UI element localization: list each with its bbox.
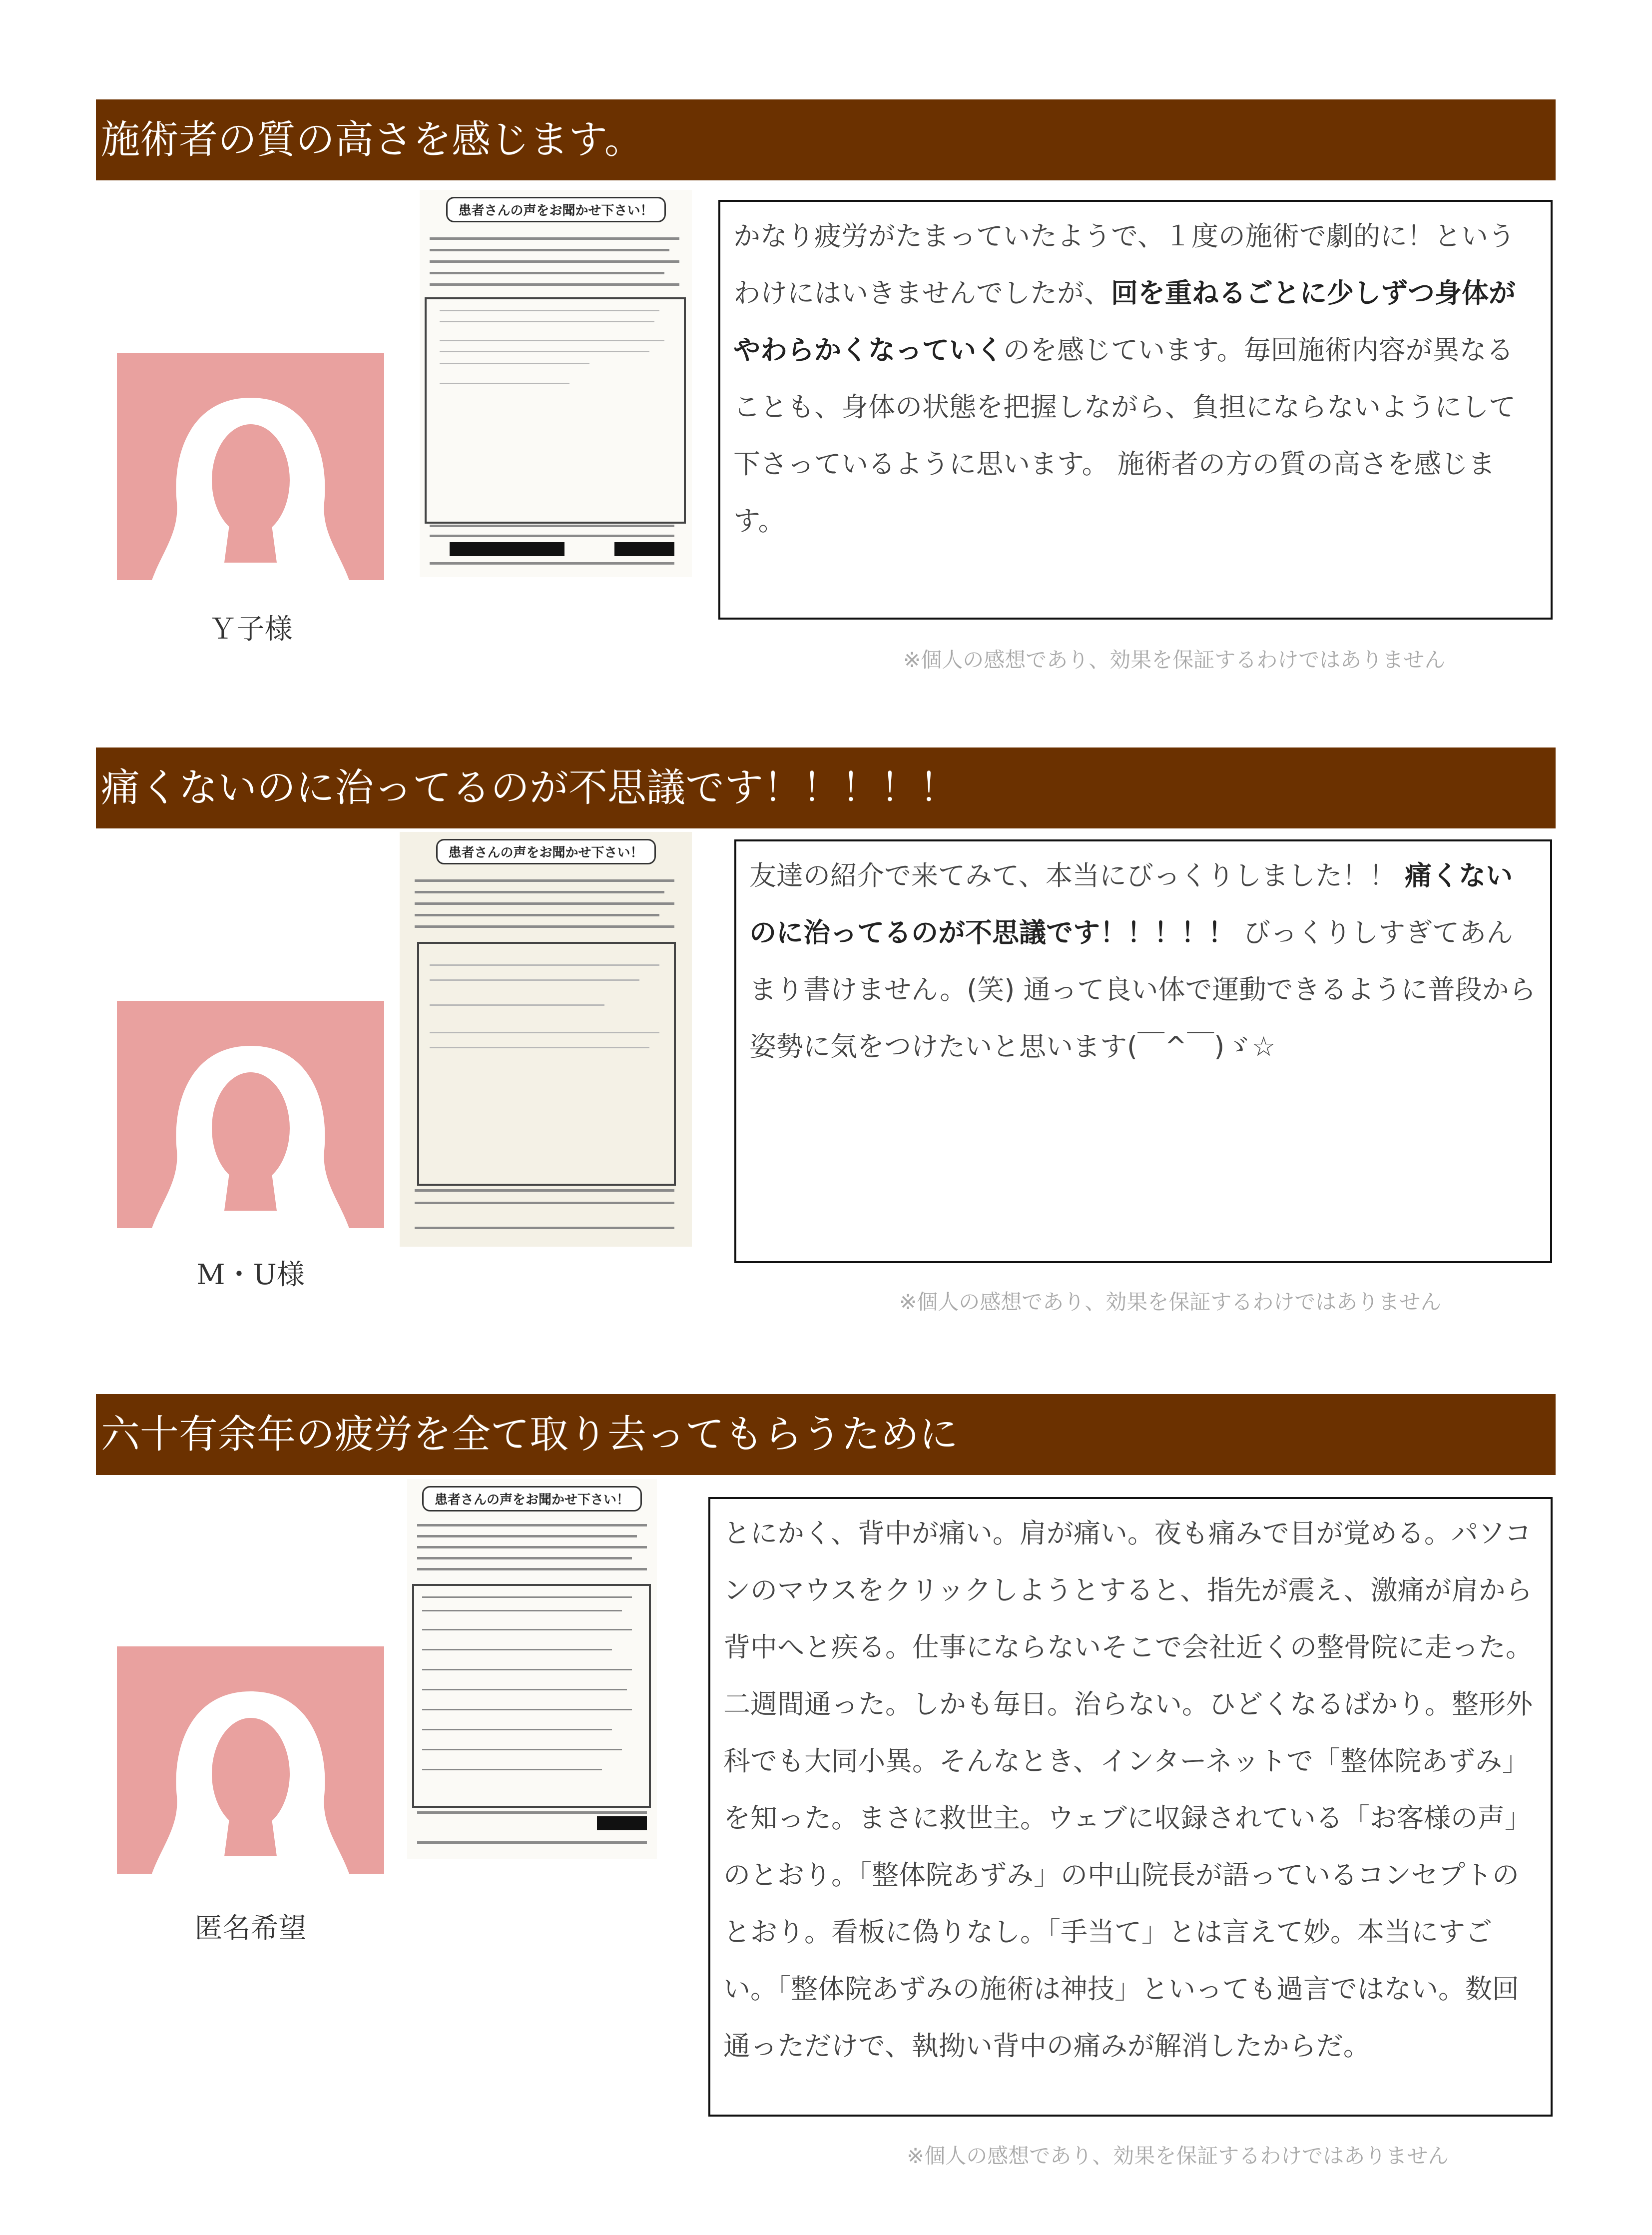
survey-sheet-title: 患者さんの声をお聞かせ下さい！: [436, 839, 655, 864]
disclaimer-note: ※個人の感想であり、効果を保証するわけではありません: [903, 648, 1446, 672]
person-silhouette-icon: [117, 1646, 384, 1874]
survey-sheet-image: [407, 1479, 657, 1859]
body-text-cont: びっくりしすぎてあんまり書けません。(笑) 通って良い体で運動できるように普段から姿勢に気をつけたいと思います(￣^￣)ゞ☆: [749, 917, 1536, 1062]
testimonial-body: [708, 1497, 1553, 2117]
testimonial-heading: 六十有余年の疲労を全て取り去ってもらうために: [96, 1394, 1556, 1475]
body-text-cont: のを感じています。毎回施術内容が異なることも、身体の状態を把握しながら、負担にならないようにして下さっているように思います。 施術者の方の質の高さを感じます。: [733, 334, 1516, 537]
survey-sheet-title: 患者さんの声をお聞かせ下さい！: [422, 1486, 642, 1511]
body-highlight: 回を重ねるごとに少しずつ身体がやわらかくなっていく: [733, 277, 1516, 366]
survey-sheet-title: 患者さんの声をお聞かせ下さい！: [446, 197, 665, 222]
customer-name: Ｙ子様: [208, 613, 293, 646]
customer-name: M・U様: [196, 1259, 305, 1291]
avatar-silhouette: [117, 1646, 384, 1874]
person-silhouette-icon: [117, 1001, 384, 1228]
body-text: とにかく、背中が痛い。肩が痛い。夜も痛みで目が覚める。パソコンのマウスをクリックしようとすると、指先が震え、激痛が肩から背中へと疾る。仕事にならないそこで会社近くの整骨院に走った。二週間通った。しかも毎日。治らない。ひどくなるばかり。整形外科でも大同小異。そんなとき、インターネットで「整体院あずみ」を知った。まさに救世主。ウェブに収録されている「お客様の声」のとおり。「整体院あずみ」の中山院長が語っているコンセプトのとおり。看板に偽りなし。「手当て」とは言えて妙。本当にすごい。「整体院あずみの施術は神技」といっても過言ではない。数回通っただけで、執拗い背中の痛みが解消したからだ。: [723, 1517, 1533, 2062]
disclaimer-note: ※個人の感想であり、効果を保証するわけではありません: [907, 2144, 1449, 2168]
avatar-silhouette: [117, 1001, 384, 1228]
testimonial-body: [734, 839, 1552, 1263]
avatar-silhouette: [117, 353, 384, 580]
body-text: 友達の紹介で来てみて、本当にびっくりしました！！: [749, 860, 1405, 891]
testimonial-heading: 痛くないのに治ってるのが不思議です！！！！！: [96, 747, 1556, 828]
testimonial-body: [718, 200, 1553, 620]
body-highlight: 痛くないのに治ってるのが不思議です！！！！！: [749, 860, 1513, 948]
disclaimer-note: ※個人の感想であり、効果を保証するわけではありません: [899, 1290, 1442, 1314]
person-silhouette-icon: [117, 353, 384, 580]
customer-name: 匿名希望: [194, 1912, 307, 1945]
testimonial-heading: 施術者の質の高さを感じます。: [96, 99, 1556, 180]
survey-sheet-image: [400, 832, 692, 1247]
survey-sheet-image: [420, 190, 692, 577]
body-text: かなり疲労がたまっていたようで、１度の施術で劇的に！というわけにはいきませんでしたが、: [733, 220, 1515, 309]
